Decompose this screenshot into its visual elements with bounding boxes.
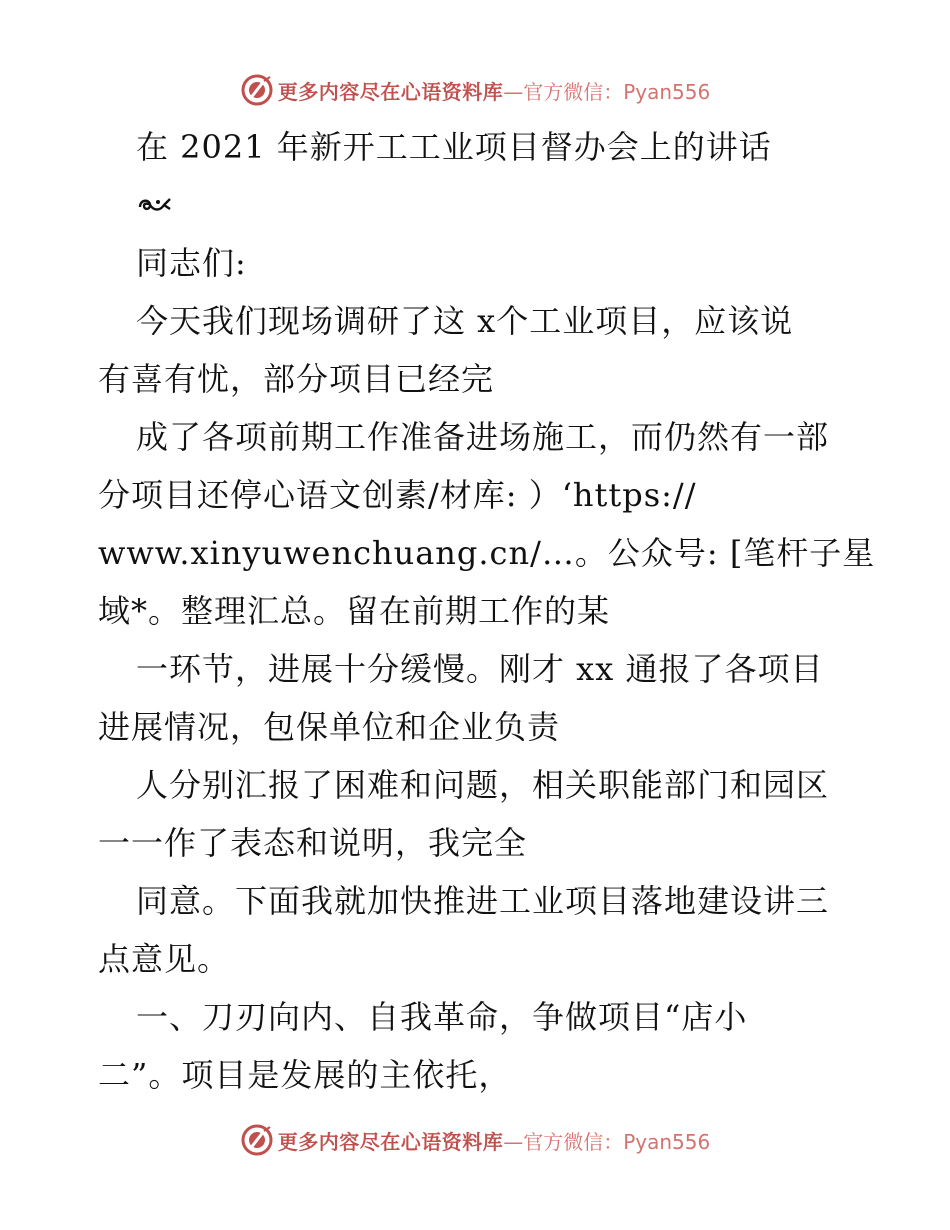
text-line: 同志们: [136,244,247,282]
text-line: 一环节，进展十分缓慢。刚才 xx 通报了各项目 [136,650,824,688]
document-paragraphs [98,234,876,1104]
header-banner-text: 更多内容尽在心语资料库 [277,79,504,104]
footer-banner-wechat: —官方微信：Pyan556 [503,1129,711,1154]
text-line: 同意。下面我就加快推进工业项目落地建设讲三 [136,882,830,920]
footer-banner-text: 更多内容尽在心语资料库 [277,1129,504,1154]
text-line: 人分别汇报了困难和问题，相关职能部门和园区 [136,766,830,804]
footer-banner [0,1118,950,1162]
swirl-ornament-icon [136,193,174,217]
brand-logo-icon [240,73,274,107]
text-line: 分项目还停心语文创素/材库: ）‘https:// [98,476,697,514]
text-line: 成了各项前期工作准备进场施工，而仍然有一部 [136,418,830,456]
ornament-icon [98,176,858,234]
brand-logo-icon [240,1123,274,1157]
text-line: 一一作了表态和说明，我完全 [98,824,528,862]
header-banner [0,68,950,112]
text-line: 域*。整理汇总。留在前期工作的某 [98,592,611,630]
text-line: www.xinyuwenchuang.cn/…。公众号: [笔杆子星 [98,534,876,572]
text-line: 进展情况，包保单位和企业负责 [98,708,561,746]
text-line: 今天我们现场调研了这 x个工业项目，应该说 [136,302,794,340]
header-banner-wechat: —官方微信：Pyan556 [503,79,711,104]
document-body [98,118,876,1104]
text-line: 二”。项目是发展的主依托， [98,1056,512,1094]
text-line: 点意见。 [98,940,231,978]
document-title: 在 2021 年新开工工业项目督办会上的讲话 [136,128,772,166]
text-line: 一、刀刃向内、自我革命，争做项目“店小 [136,998,748,1036]
text-line: 有喜有忧，部分项目已经完 [98,360,495,398]
